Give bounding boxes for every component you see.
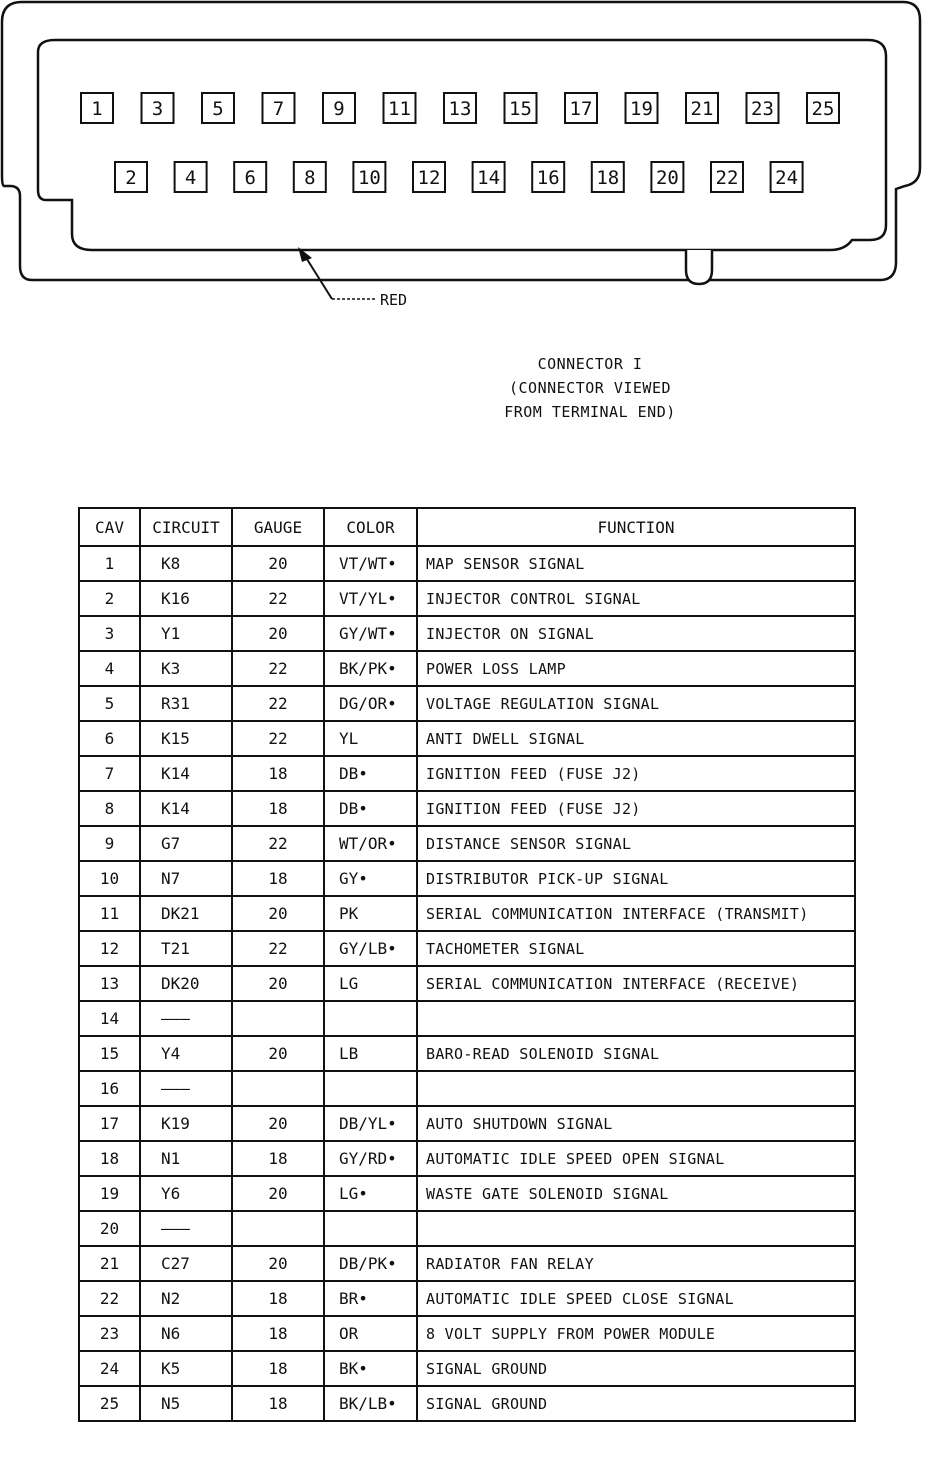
cell-gauge: 18 [232, 1386, 324, 1421]
cell-color: VT/YL• [324, 581, 417, 616]
cell-function: BARO-READ SOLENOID SIGNAL [417, 1036, 855, 1071]
cell-color: LG• [324, 1176, 417, 1211]
cell-circuit: K16 [140, 581, 232, 616]
cell-circuit: DK20 [140, 966, 232, 1001]
cell-circuit: R31 [140, 686, 232, 721]
cell-circuit: ——— [140, 1211, 232, 1246]
table-row [79, 1001, 855, 1036]
table-row [79, 1386, 855, 1421]
cell-function: INJECTOR ON SIGNAL [417, 616, 855, 651]
cavity-number: 19 [630, 98, 653, 120]
cell-cav: 6 [79, 721, 140, 756]
cell-circuit: N2 [140, 1281, 232, 1316]
cell-gauge: 20 [232, 616, 324, 651]
cell-color: DB/YL• [324, 1106, 417, 1141]
cavity-number: 15 [509, 98, 532, 120]
cell-color: DB• [324, 791, 417, 826]
cell-color: BR• [324, 1281, 417, 1316]
cavity-number: 3 [151, 98, 164, 120]
cell-cav: 5 [79, 686, 140, 721]
table-row [79, 546, 855, 581]
cavity-number: 7 [272, 98, 285, 120]
cavity-number: 6 [244, 167, 256, 189]
table-row [79, 616, 855, 651]
cell-gauge: 18 [232, 861, 324, 896]
cavity-number: 4 [184, 167, 197, 189]
cell-function: DISTANCE SENSOR SIGNAL [417, 826, 855, 861]
cell-gauge: 22 [232, 931, 324, 966]
cell-gauge: 20 [232, 1176, 324, 1211]
pinout-table-body [79, 546, 855, 1421]
cell-circuit: N5 [140, 1386, 232, 1421]
cell-function: AUTOMATIC IDLE SPEED OPEN SIGNAL [417, 1141, 855, 1176]
table-row [79, 1071, 855, 1106]
cell-cav: 13 [79, 966, 140, 1001]
cavity-number: 13 [448, 98, 472, 120]
cell-function: ANTI DWELL SIGNAL [417, 721, 855, 756]
connector-housing-outer [2, 2, 920, 280]
cavity-row-top [81, 93, 839, 123]
cell-circuit: Y6 [140, 1176, 232, 1211]
cell-color: GY/WT• [324, 616, 417, 651]
cavity-number: 11 [388, 98, 411, 120]
connector-caption [440, 352, 740, 424]
cell-circuit: K8 [140, 546, 232, 581]
cell-function: IGNITION FEED (FUSE J2) [417, 756, 855, 791]
cavity-number: 24 [775, 167, 799, 189]
table-row [79, 1316, 855, 1351]
cavity-row-bottom [115, 162, 803, 192]
cell-cav: 4 [79, 651, 140, 686]
cell-circuit: N7 [140, 861, 232, 896]
cell-gauge: 18 [232, 1141, 324, 1176]
cell-function [417, 1071, 855, 1106]
header-cav: CAV [79, 508, 140, 546]
cell-cav: 25 [79, 1386, 140, 1421]
cell-function: POWER LOSS LAMP [417, 651, 855, 686]
cell-circuit: K15 [140, 721, 232, 756]
cell-color: LB [324, 1036, 417, 1071]
cell-color: DB• [324, 756, 417, 791]
cell-gauge [232, 1211, 324, 1246]
cavity-number: 20 [655, 167, 679, 189]
cell-function: AUTO SHUTDOWN SIGNAL [417, 1106, 855, 1141]
cell-color: BK/PK• [324, 651, 417, 686]
table-row [79, 721, 855, 756]
cell-cav: 19 [79, 1176, 140, 1211]
cell-gauge: 22 [232, 581, 324, 616]
cavity-number: 22 [715, 167, 739, 189]
cell-function [417, 1001, 855, 1036]
header-circuit: CIRCUIT [140, 508, 232, 546]
cell-cav: 17 [79, 1106, 140, 1141]
cavity-number: 18 [596, 167, 620, 189]
cell-function: DISTRIBUTOR PICK-UP SIGNAL [417, 861, 855, 896]
cavity-number: 16 [536, 167, 560, 189]
connector-housing-inner [38, 40, 886, 250]
red-wire-label: RED [380, 291, 408, 309]
cavity-number: 23 [751, 98, 774, 120]
table-row [79, 1246, 855, 1281]
cell-function: SERIAL COMMUNICATION INTERFACE (RECEIVE) [417, 966, 855, 1001]
caption-line-1: CONNECTOR I [537, 355, 643, 373]
cell-color: DB/PK• [324, 1246, 417, 1281]
cell-circuit: DK21 [140, 896, 232, 931]
cavity-number: 12 [417, 167, 441, 189]
table-row [79, 1211, 855, 1246]
cell-function: WASTE GATE SOLENOID SIGNAL [417, 1176, 855, 1211]
cell-gauge: 18 [232, 791, 324, 826]
caption-line-2: (CONNECTOR VIEWED [508, 379, 672, 397]
table-row [79, 1176, 855, 1211]
cavity-number: 14 [477, 167, 501, 189]
red-wire-pointer [298, 247, 376, 299]
cell-cav: 9 [79, 826, 140, 861]
cell-gauge [232, 1001, 324, 1036]
cell-function [417, 1211, 855, 1246]
cell-cav: 23 [79, 1316, 140, 1351]
cell-cav: 10 [79, 861, 140, 896]
cavity-number: 25 [811, 98, 835, 120]
cell-color: LG [324, 966, 417, 1001]
cell-color: VT/WT• [324, 546, 417, 581]
cell-gauge [232, 1071, 324, 1106]
table-row [79, 791, 855, 826]
table-row [79, 861, 855, 896]
cell-function: VOLTAGE REGULATION SIGNAL [417, 686, 855, 721]
cell-circuit: N6 [140, 1316, 232, 1351]
cavity-number: 17 [569, 98, 593, 120]
cell-gauge: 20 [232, 1106, 324, 1141]
cell-circuit: K19 [140, 1106, 232, 1141]
cell-function: INJECTOR CONTROL SIGNAL [417, 581, 855, 616]
cell-gauge: 20 [232, 546, 324, 581]
table-row [79, 1036, 855, 1071]
cell-cav: 21 [79, 1246, 140, 1281]
cell-cav: 20 [79, 1211, 140, 1246]
cell-function: SERIAL COMMUNICATION INTERFACE (TRANSMIT) [417, 896, 855, 931]
cell-color: PK [324, 896, 417, 931]
cell-color [324, 1001, 417, 1036]
table-row [79, 1141, 855, 1176]
cavity-number: 8 [304, 167, 316, 189]
cell-cav: 8 [79, 791, 140, 826]
connector-diagram [0, 0, 944, 340]
cell-cav: 2 [79, 581, 140, 616]
table-row [79, 931, 855, 966]
cell-cav: 7 [79, 756, 140, 791]
pinout-table [78, 507, 856, 1422]
table-header-row [79, 508, 855, 546]
table-row [79, 1351, 855, 1386]
cell-function: RADIATOR FAN RELAY [417, 1246, 855, 1281]
cell-gauge: 18 [232, 1281, 324, 1316]
cell-function: IGNITION FEED (FUSE J2) [417, 791, 855, 826]
cell-function: AUTOMATIC IDLE SPEED CLOSE SIGNAL [417, 1281, 855, 1316]
cell-gauge: 18 [232, 756, 324, 791]
cell-color: OR [324, 1316, 417, 1351]
cavity-number: 10 [357, 167, 381, 189]
cell-cav: 1 [79, 546, 140, 581]
cell-function: SIGNAL GROUND [417, 1351, 855, 1386]
cell-circuit: Y1 [140, 616, 232, 651]
caption-line-3: FROM TERMINAL END) [504, 403, 676, 421]
table-row [79, 756, 855, 791]
table-row [79, 966, 855, 1001]
cell-cav: 16 [79, 1071, 140, 1106]
cavity-number: 5 [212, 98, 224, 120]
table-row [79, 1281, 855, 1316]
table-row [79, 651, 855, 686]
cell-gauge: 18 [232, 1351, 324, 1386]
cell-circuit: Y4 [140, 1036, 232, 1071]
connector-key-tab [686, 250, 712, 284]
cell-gauge: 22 [232, 826, 324, 861]
table-row [79, 581, 855, 616]
cell-color [324, 1071, 417, 1106]
cell-circuit: G7 [140, 826, 232, 861]
cell-circuit: K5 [140, 1351, 232, 1386]
cell-color: BK/LB• [324, 1386, 417, 1421]
cell-gauge: 20 [232, 1246, 324, 1281]
cavity-number: 21 [690, 98, 714, 120]
cell-cav: 12 [79, 931, 140, 966]
cell-cav: 11 [79, 896, 140, 931]
cell-gauge: 22 [232, 651, 324, 686]
table-row [79, 1106, 855, 1141]
cell-circuit: ——— [140, 1001, 232, 1036]
table-row [79, 896, 855, 931]
header-function: FUNCTION [417, 508, 855, 546]
cell-function: SIGNAL GROUND [417, 1386, 855, 1421]
cell-gauge: 22 [232, 686, 324, 721]
cavity-number: 9 [333, 98, 345, 120]
cell-circuit: ——— [140, 1071, 232, 1106]
cell-color: GY• [324, 861, 417, 896]
cell-cav: 18 [79, 1141, 140, 1176]
cell-color: BK• [324, 1351, 417, 1386]
cell-color: DG/OR• [324, 686, 417, 721]
cell-color: GY/RD• [324, 1141, 417, 1176]
cell-circuit: C27 [140, 1246, 232, 1281]
cell-circuit: N1 [140, 1141, 232, 1176]
cell-gauge: 20 [232, 896, 324, 931]
cell-cav: 14 [79, 1001, 140, 1036]
cell-gauge: 22 [232, 721, 324, 756]
cell-gauge: 20 [232, 1036, 324, 1071]
cell-circuit: T21 [140, 931, 232, 966]
cell-cav: 3 [79, 616, 140, 651]
cavity-number: 1 [91, 98, 103, 120]
cell-circuit: K14 [140, 756, 232, 791]
cell-gauge: 18 [232, 1316, 324, 1351]
cell-color: WT/OR• [324, 826, 417, 861]
cell-function: TACHOMETER SIGNAL [417, 931, 855, 966]
cell-circuit: K14 [140, 791, 232, 826]
cell-function: MAP SENSOR SIGNAL [417, 546, 855, 581]
cell-color [324, 1211, 417, 1246]
cell-circuit: K3 [140, 651, 232, 686]
cell-cav: 15 [79, 1036, 140, 1071]
cavity-number: 2 [125, 167, 137, 189]
cell-cav: 22 [79, 1281, 140, 1316]
cell-function: 8 VOLT SUPPLY FROM POWER MODULE [417, 1316, 855, 1351]
header-gauge: GAUGE [232, 508, 324, 546]
cell-cav: 24 [79, 1351, 140, 1386]
table-row [79, 686, 855, 721]
table-row [79, 826, 855, 861]
header-color: COLOR [324, 508, 417, 546]
cell-gauge: 20 [232, 966, 324, 1001]
cell-color: YL [324, 721, 417, 756]
cell-color: GY/LB• [324, 931, 417, 966]
